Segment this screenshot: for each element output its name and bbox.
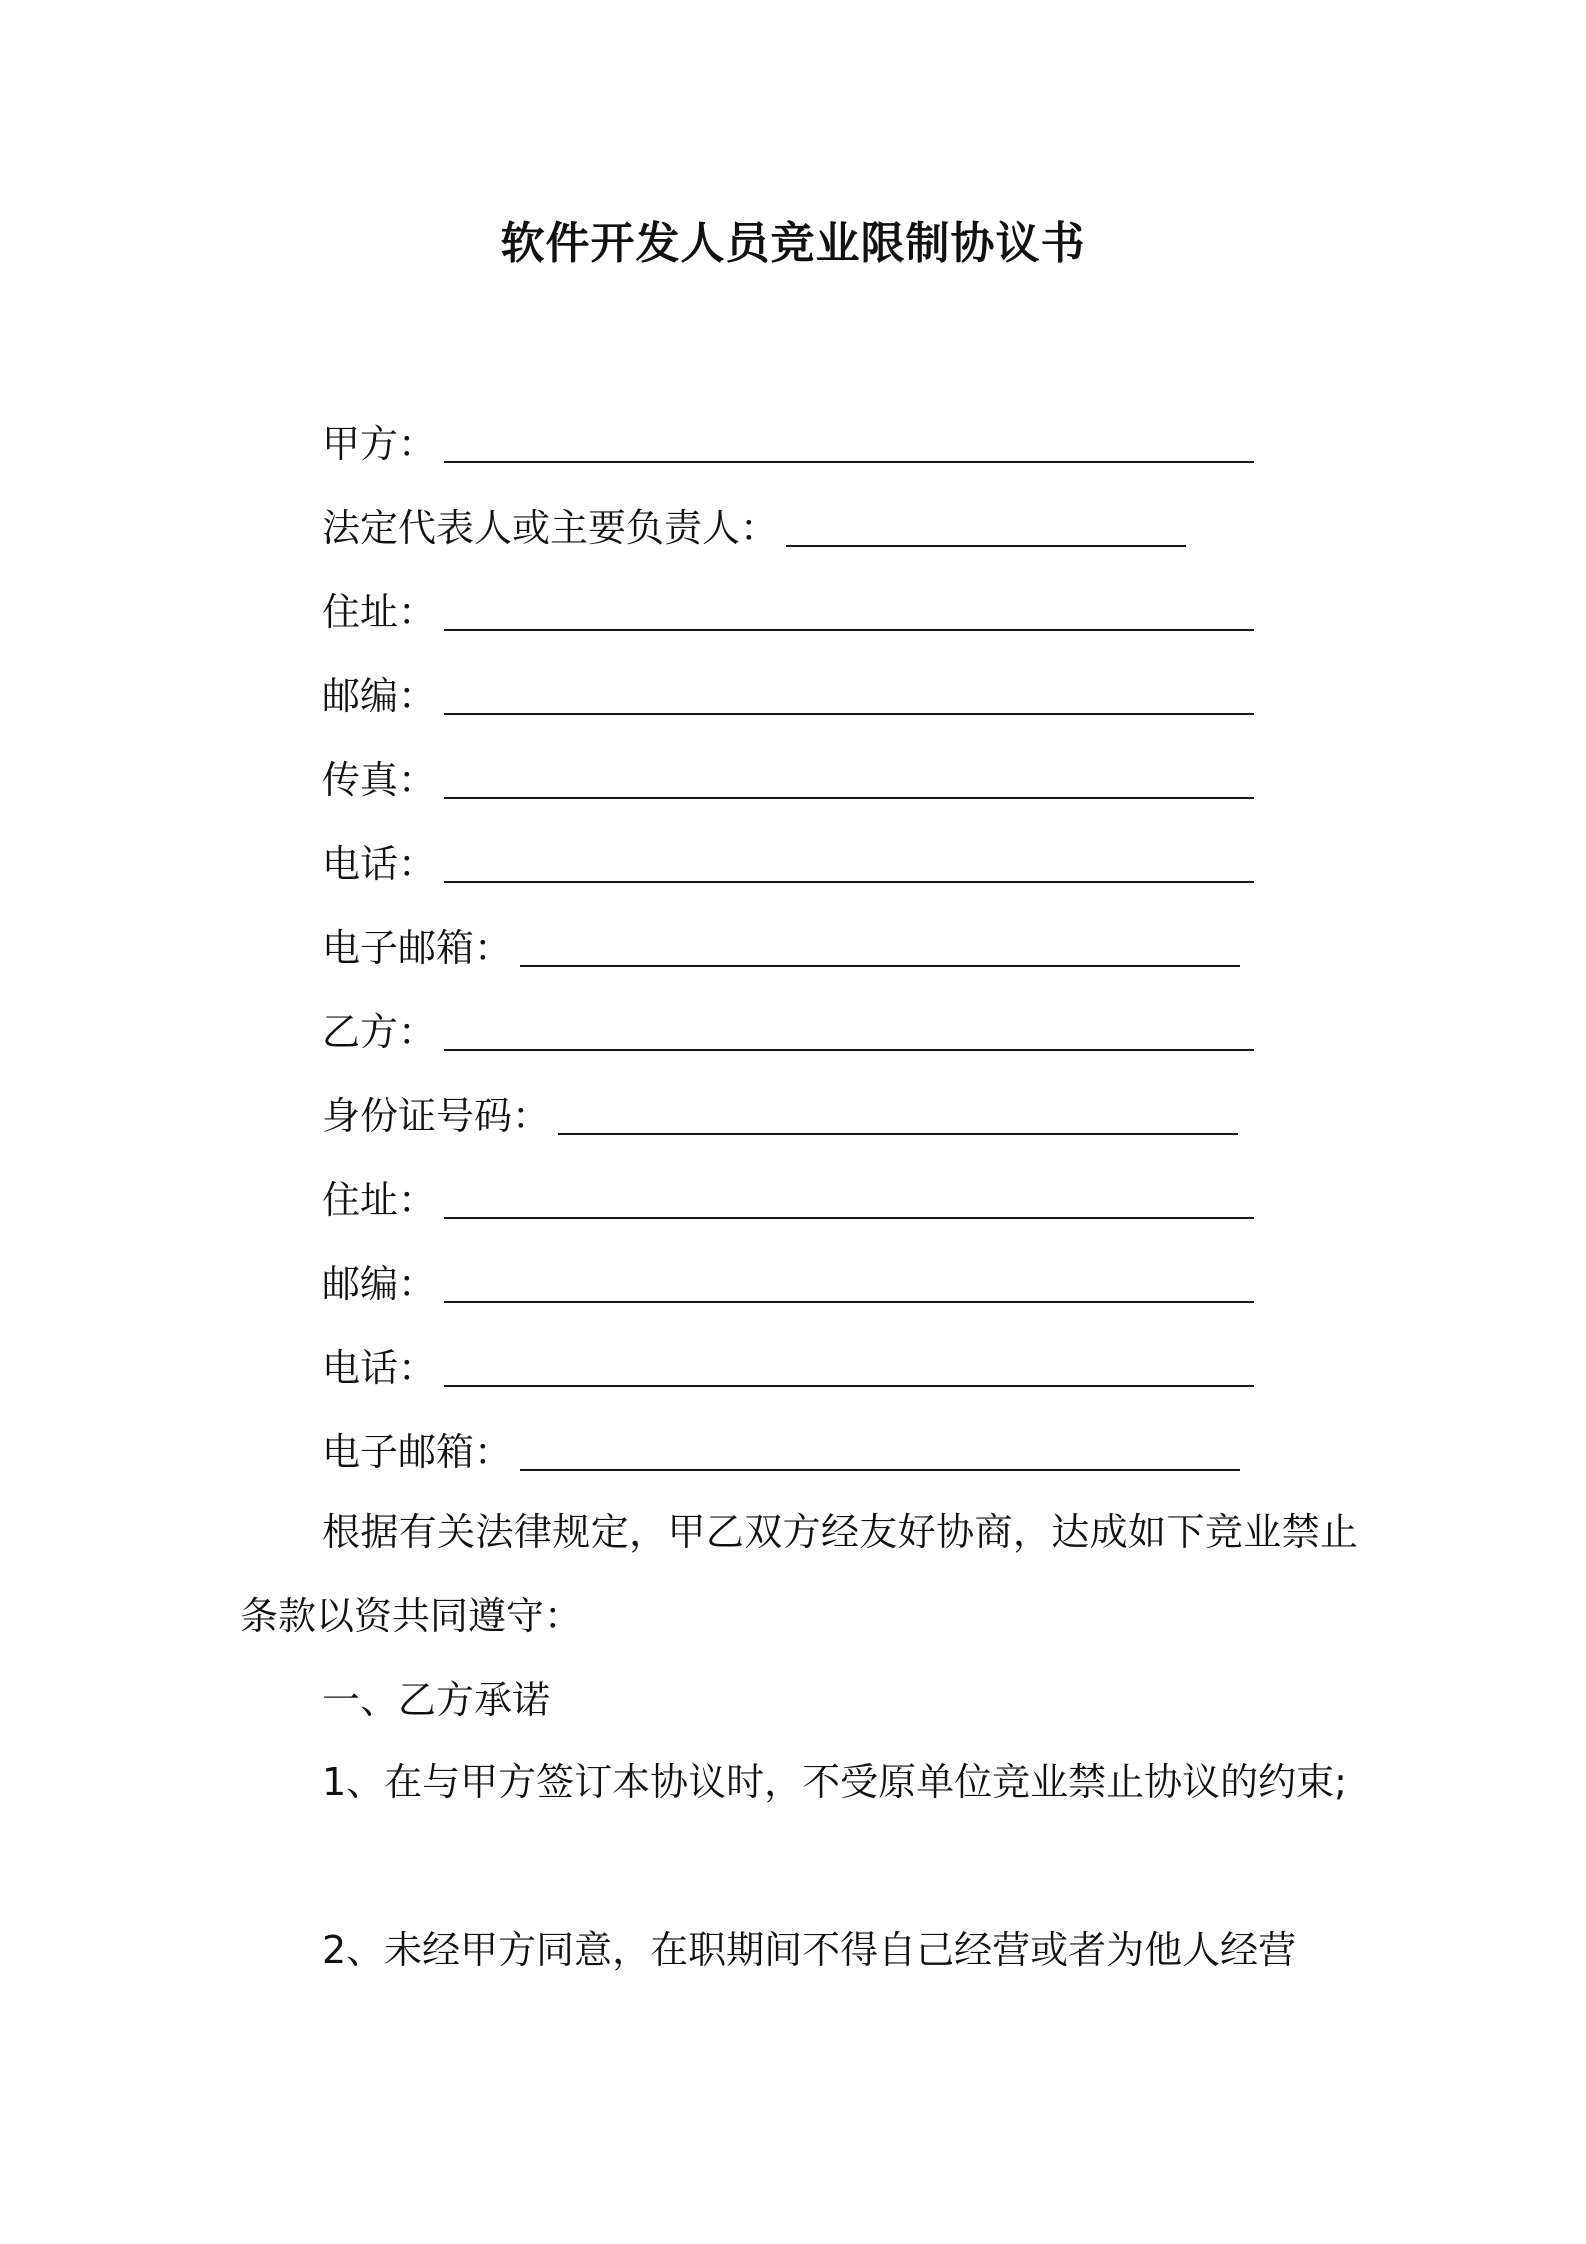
party-a-representative-field[interactable] (322, 498, 1186, 558)
party-b-postcode-blank[interactable] (444, 1301, 1254, 1303)
party-b-address-label: 住址： (322, 1178, 437, 1222)
party-b-address-blank[interactable] (444, 1217, 1254, 1219)
party-a-name-label: 甲方： (322, 422, 437, 466)
party-b-name-field[interactable] (322, 1002, 1254, 1062)
party-b-id-number-field[interactable] (322, 1086, 1238, 1146)
party-b-phone-field[interactable] (322, 1338, 1254, 1398)
party-a-address-blank[interactable] (444, 629, 1254, 631)
party-a-address-label: 住址： (322, 590, 437, 634)
party-a-email-blank[interactable] (520, 965, 1240, 967)
party-b-id-number-blank[interactable] (558, 1133, 1238, 1135)
party-b-phone-blank[interactable] (444, 1385, 1254, 1387)
party-b-name-label: 乙方： (322, 1010, 437, 1054)
clause-2-paragraph: 2、未经甲方同意，在职期间不得自己经营或者为他人经营 (322, 1928, 1297, 1972)
party-b-phone-label: 电话： (322, 1346, 437, 1390)
party-a-fax-blank[interactable] (444, 797, 1254, 799)
party-a-phone-blank[interactable] (444, 881, 1254, 883)
party-a-address-field[interactable] (322, 582, 1254, 642)
intro-paragraph: 根据有关法律规定，甲乙双方经友好协商，达成如下竞业禁止条款以资共同遵守： (240, 1510, 1358, 1638)
party-a-representative-label: 法定代表人或主要负责人： (322, 506, 779, 550)
party-b-postcode-field[interactable] (322, 1254, 1254, 1314)
party-a-name-field[interactable] (322, 414, 1254, 474)
party-a-representative-blank[interactable] (786, 545, 1186, 547)
document-title: 软件开发人员竞业限制协议书 (500, 218, 1086, 269)
party-a-fax-field[interactable] (322, 750, 1254, 810)
party-b-email-field[interactable] (322, 1422, 1240, 1482)
party-a-postcode-field[interactable] (322, 666, 1254, 726)
party-b-postcode-label: 邮编： (322, 1262, 437, 1306)
party-a-email-label: 电子邮箱： (322, 926, 513, 970)
party-b-email-label: 电子邮箱： (322, 1430, 513, 1474)
party-b-id-number-label: 身份证号码： (322, 1094, 551, 1138)
clause-1-paragraph: 1、在与甲方签订本协议时，不受原单位竞业禁止协议的约束; (322, 1760, 1347, 1804)
section-1-heading: 一、乙方承诺 (322, 1678, 551, 1722)
party-b-name-blank[interactable] (444, 1049, 1254, 1051)
party-b-address-field[interactable] (322, 1170, 1254, 1230)
party-a-name-blank[interactable] (444, 461, 1254, 463)
party-a-email-field[interactable] (322, 918, 1240, 978)
party-b-email-blank[interactable] (520, 1469, 1240, 1471)
party-a-phone-label: 电话： (322, 842, 437, 886)
party-a-fax-label: 传真： (322, 758, 437, 802)
party-a-postcode-label: 邮编： (322, 674, 437, 718)
party-a-postcode-blank[interactable] (444, 713, 1254, 715)
party-a-phone-field[interactable] (322, 834, 1254, 894)
